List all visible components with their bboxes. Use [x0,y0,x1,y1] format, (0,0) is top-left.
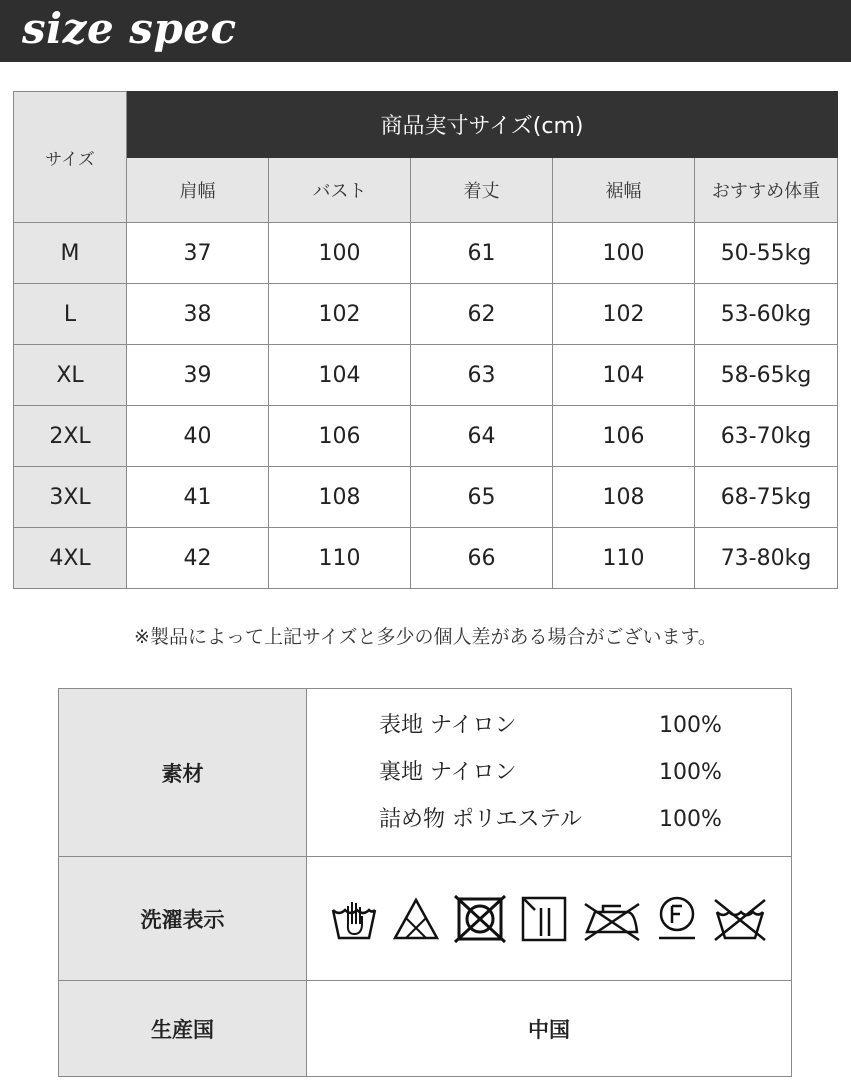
table-row [14,528,838,589]
table-cell: 65 [411,467,553,528]
table-cell: 39 [127,345,269,406]
size-group-header: 商品実寸サイズ(cm) [127,92,838,158]
table-cell: 68-75kg [695,467,838,528]
table-cell: 58-65kg [695,345,838,406]
column-header-weight: おすすめ体重 [695,158,838,223]
material-label: 素材 [59,689,307,857]
material-row [59,689,792,857]
material-item [379,796,791,843]
size-label: XL [14,345,127,406]
material-item [379,749,791,796]
material-percent: 100% [659,760,722,785]
table-cell: 106 [269,406,411,467]
care-value [307,857,792,981]
table-cell: 102 [553,284,695,345]
table-cell: 100 [553,223,695,284]
banner-title: size spec [22,4,237,53]
table-cell: 66 [411,528,553,589]
table-cell: 62 [411,284,553,345]
care-label: 洗濯表示 [59,857,307,981]
dry-clean-f-icon [655,894,699,944]
table-cell: 108 [269,467,411,528]
table-row [14,406,838,467]
hand-wash-icon [329,894,379,944]
table-cell: 110 [269,528,411,589]
table-cell: 104 [553,345,695,406]
table-cell: 42 [127,528,269,589]
origin-row [59,981,792,1077]
bleach-allowed-icon [391,894,441,944]
size-label: M [14,223,127,284]
table-cell: 61 [411,223,553,284]
table-cell: 53-60kg [695,284,838,345]
care-row [59,857,792,981]
table-cell: 38 [127,284,269,345]
material-name: 表地 ナイロン [379,713,517,738]
table-cell: 41 [127,467,269,528]
table-cell: 37 [127,223,269,284]
table-row [14,284,838,345]
table-cell: 63 [411,345,553,406]
spec-table [58,688,792,1077]
table-cell: 102 [269,284,411,345]
table-cell: 73-80kg [695,528,838,589]
table-cell: 63-70kg [695,406,838,467]
material-name: 裏地 ナイロン [379,760,517,785]
material-value [307,689,792,857]
table-row [14,223,838,284]
origin-value: 中国 [307,981,792,1077]
table-row [14,345,838,406]
size-corner-label: サイズ [14,92,127,223]
size-disclaimer-note: ※製品によって上記サイズと多少の個人差がある場合がございます。 [134,626,717,648]
size-label: 2XL [14,406,127,467]
size-label: L [14,284,127,345]
column-header-bust: バスト [269,158,411,223]
table-cell: 100 [269,223,411,284]
header-banner [0,0,851,62]
material-percent: 100% [659,713,722,738]
no-iron-icon [581,894,643,944]
material-name: 詰め物 ポリエステル [379,807,583,832]
table-cell: 64 [411,406,553,467]
material-percent: 100% [659,807,722,832]
table-cell: 40 [127,406,269,467]
size-label: 3XL [14,467,127,528]
table-row [14,467,838,528]
column-header-shoulder: 肩幅 [127,158,269,223]
table-cell: 108 [553,467,695,528]
column-header-hem: 裾幅 [553,158,695,223]
no-tumble-dry-icon [453,894,507,944]
table-cell: 104 [269,345,411,406]
column-header-length: 着丈 [411,158,553,223]
material-item [379,702,791,749]
table-cell: 50-55kg [695,223,838,284]
material-list [307,702,791,843]
care-icons [307,894,791,944]
line-dry-shade-icon [519,894,569,944]
table-cell: 110 [553,528,695,589]
size-label: 4XL [14,528,127,589]
table-cell: 106 [553,406,695,467]
origin-label: 生産国 [59,981,307,1077]
size-table [13,91,838,589]
no-wet-clean-icon [711,894,769,944]
